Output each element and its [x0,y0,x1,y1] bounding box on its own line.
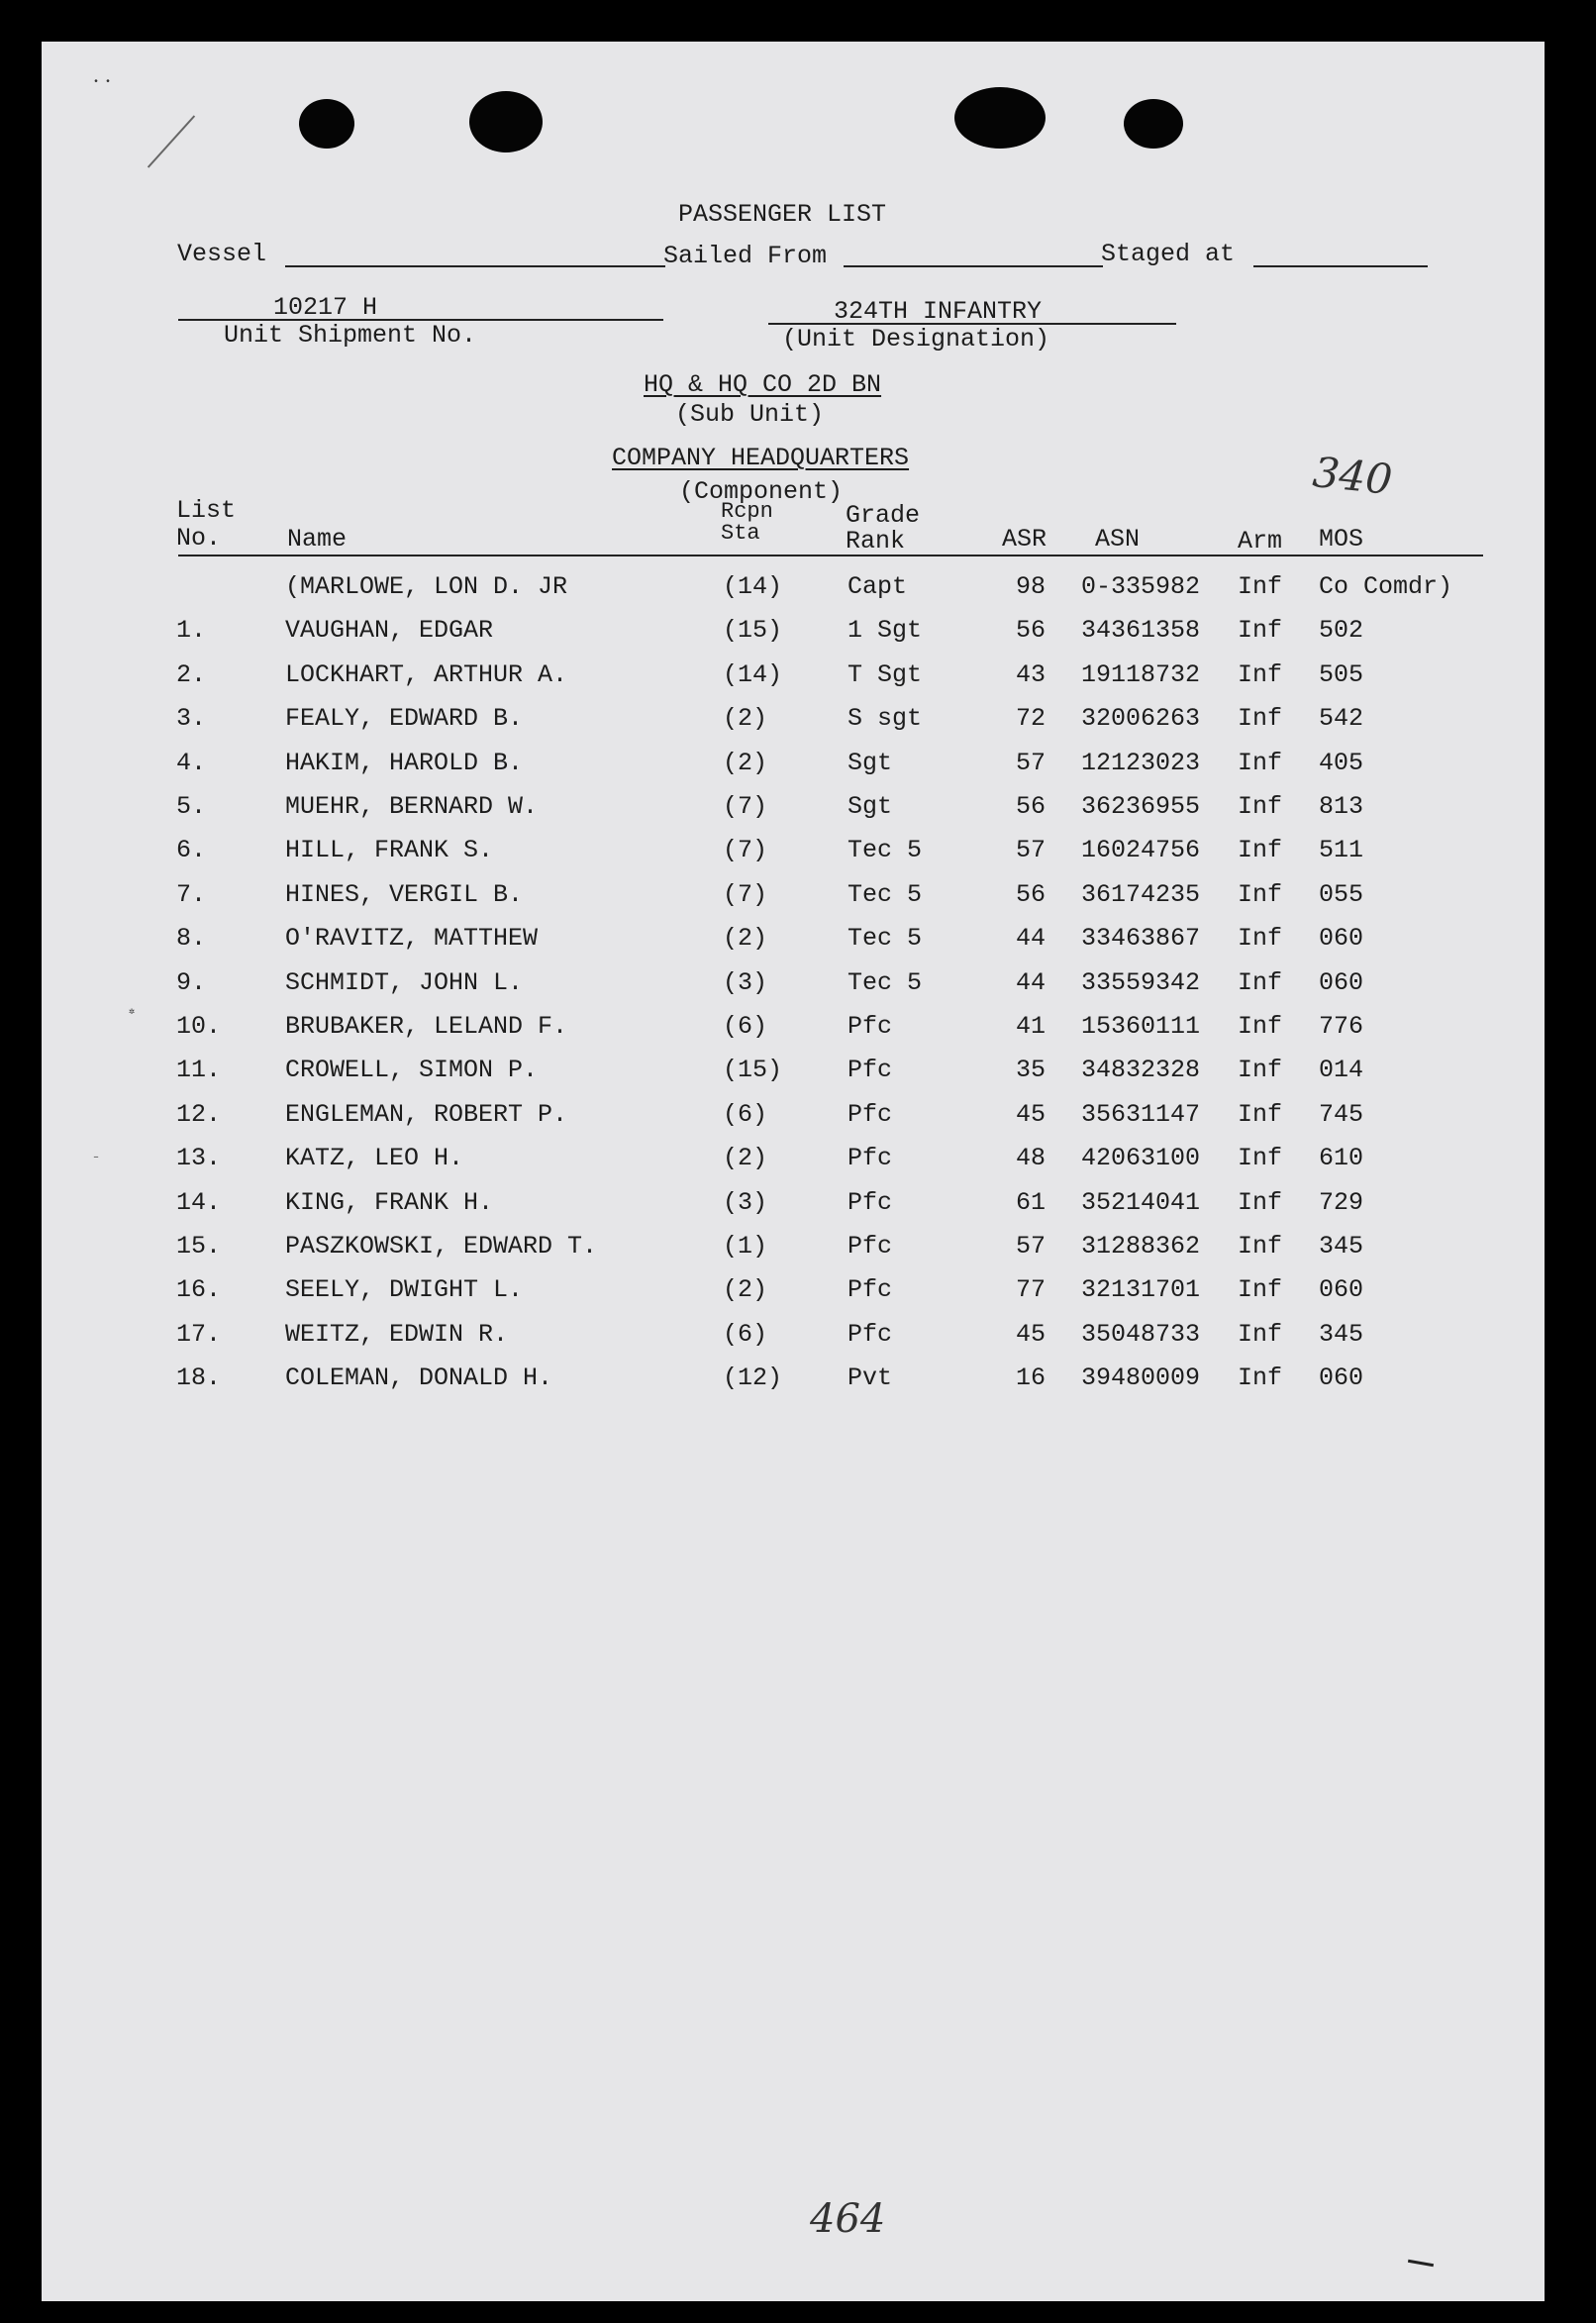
arm-of-service: Inf [1238,1056,1283,1085]
grade-rank: Pfc [848,1232,893,1261]
asr-score: 56 [1016,792,1047,821]
arm-of-service: Inf [1238,748,1283,777]
grade-rank: Tec 5 [848,924,923,954]
passenger-name: FEALY, EDWARD B. [285,704,524,734]
table-row [42,872,1545,916]
vessel-field-line [285,265,665,267]
table-row [42,828,1545,871]
asr-score: 35 [1016,1056,1047,1085]
pencil-mark [148,115,195,167]
grade-rank: Tec 5 [848,879,923,909]
asr-score: 57 [1016,748,1047,777]
passenger-name: SEELY, DWIGHT L. [285,1275,524,1305]
rcpn-station: (1) [723,1232,768,1261]
table-row [42,1048,1545,1091]
speck-mark: • • [93,77,112,88]
document-page [42,42,1545,2301]
rcpn-station: (7) [723,792,768,821]
passenger-name: HINES, VERGIL B. [285,879,524,909]
mos-code: 745 [1319,1099,1364,1129]
sailed-from-label: Sailed From [663,242,828,270]
army-serial-number: 15360111 [1081,1012,1201,1041]
asr-score: 48 [1016,1144,1047,1173]
vessel-label: Vessel [177,240,267,268]
staged-at-label: Staged at [1101,240,1236,268]
sailed-from-field-line [844,265,1103,267]
arm-of-service: Inf [1238,572,1283,601]
rcpn-station: (14) [723,659,783,689]
rcpn-station: (3) [723,1187,768,1217]
punch-hole [954,87,1046,149]
asr-score: 56 [1016,879,1047,909]
asr-score: 41 [1016,1012,1047,1041]
arm-of-service: Inf [1238,924,1283,954]
sub-unit: HQ & HQ CO 2D BN [644,370,882,399]
list-number: 7. [176,879,207,909]
rcpn-station: (2) [723,1144,768,1173]
passenger-name: MUEHR, BERNARD W. [285,792,539,821]
list-number: 13. [176,1144,222,1173]
grade-rank: Capt [848,572,908,601]
army-serial-number: 31288362 [1081,1232,1201,1261]
mos-code: 511 [1319,836,1364,865]
mos-code: 813 [1319,792,1364,821]
rcpn-station: (3) [723,967,768,997]
army-serial-number: 0-335982 [1081,572,1201,601]
asr-score: 77 [1016,1275,1047,1305]
component: COMPANY HEADQUARTERS [612,444,910,472]
passenger-name: CROWELL, SIMON P. [285,1056,539,1085]
army-serial-number: 32006263 [1081,704,1201,734]
mos-code: 505 [1319,659,1364,689]
army-serial-number: 34832328 [1081,1056,1201,1085]
arm-of-service: Inf [1238,1319,1283,1349]
list-number: 10. [176,1012,222,1041]
passenger-name: BRUBAKER, LELAND F. [285,1012,568,1041]
table-row [42,1004,1545,1048]
passenger-name: O'RAVITZ, MATTHEW [285,924,539,954]
mos-code: 014 [1319,1056,1364,1085]
passenger-name: HAKIM, HAROLD B. [285,748,524,777]
passenger-name: LOCKHART, ARTHUR A. [285,659,568,689]
column-header-asn: ASN [1095,525,1141,554]
mos-code: 502 [1319,616,1364,646]
list-number: 18. [176,1364,222,1393]
passenger-name: WEITZ, EDWIN R. [285,1319,509,1349]
asr-score: 72 [1016,704,1047,734]
army-serial-number: 33463867 [1081,924,1201,954]
handwritten-page-number: 340 [1310,447,1395,505]
passenger-name: COLEMAN, DONALD H. [285,1364,553,1393]
arm-of-service: Inf [1238,1187,1283,1217]
rcpn-station: (15) [723,1056,783,1085]
table-row [42,741,1545,784]
list-number: 9. [176,967,207,997]
staged-at-field-line [1253,265,1428,267]
army-serial-number: 36236955 [1081,792,1201,821]
mos-code: 060 [1319,924,1364,954]
column-header-asr: ASR [1002,525,1047,554]
rcpn-station: (6) [723,1099,768,1129]
list-number: 11. [176,1056,222,1085]
handwritten-folio: 464 [810,2196,886,2242]
unit-designation-label: (Unit Designation) [782,325,1050,354]
rcpn-station: (2) [723,748,768,777]
list-number: 2. [176,659,207,689]
army-serial-number: 19118732 [1081,659,1201,689]
army-serial-number: 34361358 [1081,616,1201,646]
rcpn-station: (14) [723,572,783,601]
column-header-list-no: List No. [176,496,237,553]
passenger-name: SCHMIDT, JOHN L. [285,967,524,997]
passenger-name: KATZ, LEO H. [285,1144,464,1173]
rcpn-station: (2) [723,1275,768,1305]
punch-hole [469,91,543,152]
asr-score: 44 [1016,967,1047,997]
mos-code: 729 [1319,1187,1364,1217]
list-number: 4. [176,748,207,777]
army-serial-number: 36174235 [1081,879,1201,909]
grade-rank: Tec 5 [848,967,923,997]
table-row [42,1267,1545,1311]
table-row [42,1312,1545,1356]
edge-mark [1408,2260,1434,2267]
arm-of-service: Inf [1238,1099,1283,1129]
passenger-name: VAUGHAN, EDGAR [285,616,494,646]
mos-code: 776 [1319,1012,1364,1041]
mos-code: Co Comdr) [1319,572,1453,601]
arm-of-service: Inf [1238,967,1283,997]
grade-rank: 1 Sgt [848,616,923,646]
passenger-name: KING, FRANK H. [285,1187,494,1217]
arm-of-service: Inf [1238,1275,1283,1305]
list-number: 6. [176,836,207,865]
column-header-grade-rank: Grade Rank [846,501,921,556]
passenger-name: HILL, FRANK S. [285,836,494,865]
rcpn-station: (15) [723,616,783,646]
asr-score: 45 [1016,1319,1047,1349]
list-number: 17. [176,1319,222,1349]
asr-score: 61 [1016,1187,1047,1217]
punch-hole [299,99,354,149]
mos-code: 060 [1319,1275,1364,1305]
asr-score: 57 [1016,1232,1047,1261]
grade-rank: T Sgt [848,659,923,689]
asr-score: 44 [1016,924,1047,954]
list-number: 12. [176,1099,222,1129]
grade-rank: Pfc [848,1099,893,1129]
army-serial-number: 16024756 [1081,836,1201,865]
grade-rank: Pfc [848,1275,893,1305]
grade-rank: Sgt [848,792,893,821]
grade-rank: Pvt [848,1364,893,1393]
table-row [42,784,1545,828]
grade-rank: Pfc [848,1056,893,1085]
arm-of-service: Inf [1238,1012,1283,1041]
rcpn-station: (2) [723,924,768,954]
army-serial-number: 35214041 [1081,1187,1201,1217]
table-row [42,1224,1545,1267]
rcpn-station: (7) [723,879,768,909]
passenger-name: PASZKOWSKI, EDWARD T. [285,1232,598,1261]
passenger-name: (MARLOWE, LON D. JR [285,572,568,601]
army-serial-number: 35631147 [1081,1099,1201,1129]
grade-rank: Tec 5 [848,836,923,865]
arm-of-service: Inf [1238,616,1283,646]
grade-rank: Pfc [848,1012,893,1041]
asr-score: 56 [1016,616,1047,646]
header-rule [178,555,1483,556]
army-serial-number: 12123023 [1081,748,1201,777]
mos-code: 345 [1319,1232,1364,1261]
grade-rank: Pfc [848,1187,893,1217]
table-row [42,1092,1545,1136]
list-number: 1. [176,616,207,646]
asr-score: 43 [1016,659,1047,689]
list-number: 3. [176,704,207,734]
table-row [42,916,1545,960]
table-row [42,1136,1545,1179]
table-row [42,653,1545,696]
army-serial-number: 35048733 [1081,1319,1201,1349]
list-number: 14. [176,1187,222,1217]
rcpn-station: (12) [723,1364,783,1393]
table-row [42,564,1545,608]
column-header-rcpn-sta: Rcpn Sta [721,499,773,546]
arm-of-service: Inf [1238,1144,1283,1173]
list-number: 5. [176,792,207,821]
grade-rank: Sgt [848,748,893,777]
mos-code: 060 [1319,1364,1364,1393]
arm-of-service: Inf [1238,879,1283,909]
mos-code: 405 [1319,748,1364,777]
army-serial-number: 32131701 [1081,1275,1201,1305]
arm-of-service: Inf [1238,659,1283,689]
army-serial-number: 42063100 [1081,1144,1201,1173]
list-number: 16. [176,1275,222,1305]
rcpn-station: (6) [723,1319,768,1349]
speck-mark: ✲ [129,1007,136,1018]
asr-score: 16 [1016,1364,1047,1393]
grade-rank: S sgt [848,704,923,734]
arm-of-service: Inf [1238,836,1283,865]
shipment-number: 10217 H [273,293,378,322]
table-row [42,1180,1545,1224]
component-label: (Component) [679,477,844,506]
list-number: 15. [176,1232,222,1261]
asr-score: 98 [1016,572,1047,601]
mos-code: 345 [1319,1319,1364,1349]
column-header-mos: MOS [1319,525,1364,554]
shipment-number-label: Unit Shipment No. [224,321,477,350]
arm-of-service: Inf [1238,704,1283,734]
asr-score: 45 [1016,1099,1047,1129]
mos-code: 055 [1319,879,1364,909]
army-serial-number: 39480009 [1081,1364,1201,1393]
list-number: 8. [176,924,207,954]
table-row [42,696,1545,740]
table-row [42,608,1545,652]
rcpn-station: (6) [723,1012,768,1041]
mos-code: 542 [1319,704,1364,734]
table-row [42,960,1545,1004]
arm-of-service: Inf [1238,792,1283,821]
arm-of-service: Inf [1238,1364,1283,1393]
column-header-arm: Arm [1238,527,1283,556]
speck-mark: – [93,1153,100,1163]
column-header-name: Name [287,525,348,554]
mos-code: 610 [1319,1144,1364,1173]
table-row [42,1356,1545,1399]
grade-rank: Pfc [848,1144,893,1173]
punch-hole [1124,99,1183,149]
passenger-name: ENGLEMAN, ROBERT P. [285,1099,568,1129]
unit-designation: 324TH INFANTRY [834,297,1043,326]
mos-code: 060 [1319,967,1364,997]
rcpn-station: (7) [723,836,768,865]
arm-of-service: Inf [1238,1232,1283,1261]
rcpn-station: (2) [723,704,768,734]
asr-score: 57 [1016,836,1047,865]
army-serial-number: 33559342 [1081,967,1201,997]
sub-unit-label: (Sub Unit) [675,400,825,429]
grade-rank: Pfc [848,1319,893,1349]
page-title: PASSENGER LIST [678,200,887,229]
